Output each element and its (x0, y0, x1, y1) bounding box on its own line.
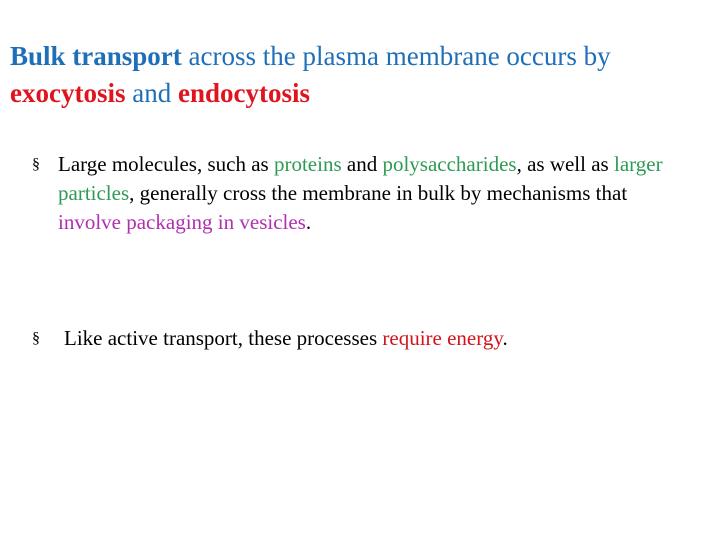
bullet2-text: Like active transport, these processes (64, 326, 383, 350)
bullet2-period: . (502, 326, 508, 350)
bullet1-vesicles: involve packaging in vesicles (58, 210, 306, 234)
bullet1-polysaccharides: polysaccharides (382, 152, 517, 176)
bullet1-period: . (305, 210, 312, 234)
slide-title (10, 38, 710, 112)
title-text-and: and (125, 78, 178, 108)
bullet1-larger-particles: larger particles (58, 152, 663, 205)
bullet2-require-energy: require energy (382, 326, 503, 350)
title-endocytosis: endocytosis (177, 78, 310, 108)
bullet-marker-icon: § (32, 330, 40, 347)
bullet1-text: , as well as (516, 152, 614, 176)
bullet1-proteins: proteins (273, 152, 342, 176)
bullet1-text: and (341, 152, 383, 176)
title-text-middle: across the plasma membrane occurs by (181, 41, 611, 71)
title-bulk-transport: Bulk transport (10, 41, 182, 71)
bullet1-text: Large molecules, such as (58, 152, 274, 176)
bullet-marker-icon: § (32, 156, 40, 173)
bullet1-text: , generally cross the membrane in bulk by mechanisms that (129, 181, 628, 205)
bullet-energy (32, 324, 684, 353)
title-exocytosis: exocytosis (10, 78, 126, 108)
bullet-large-molecules (32, 150, 678, 237)
